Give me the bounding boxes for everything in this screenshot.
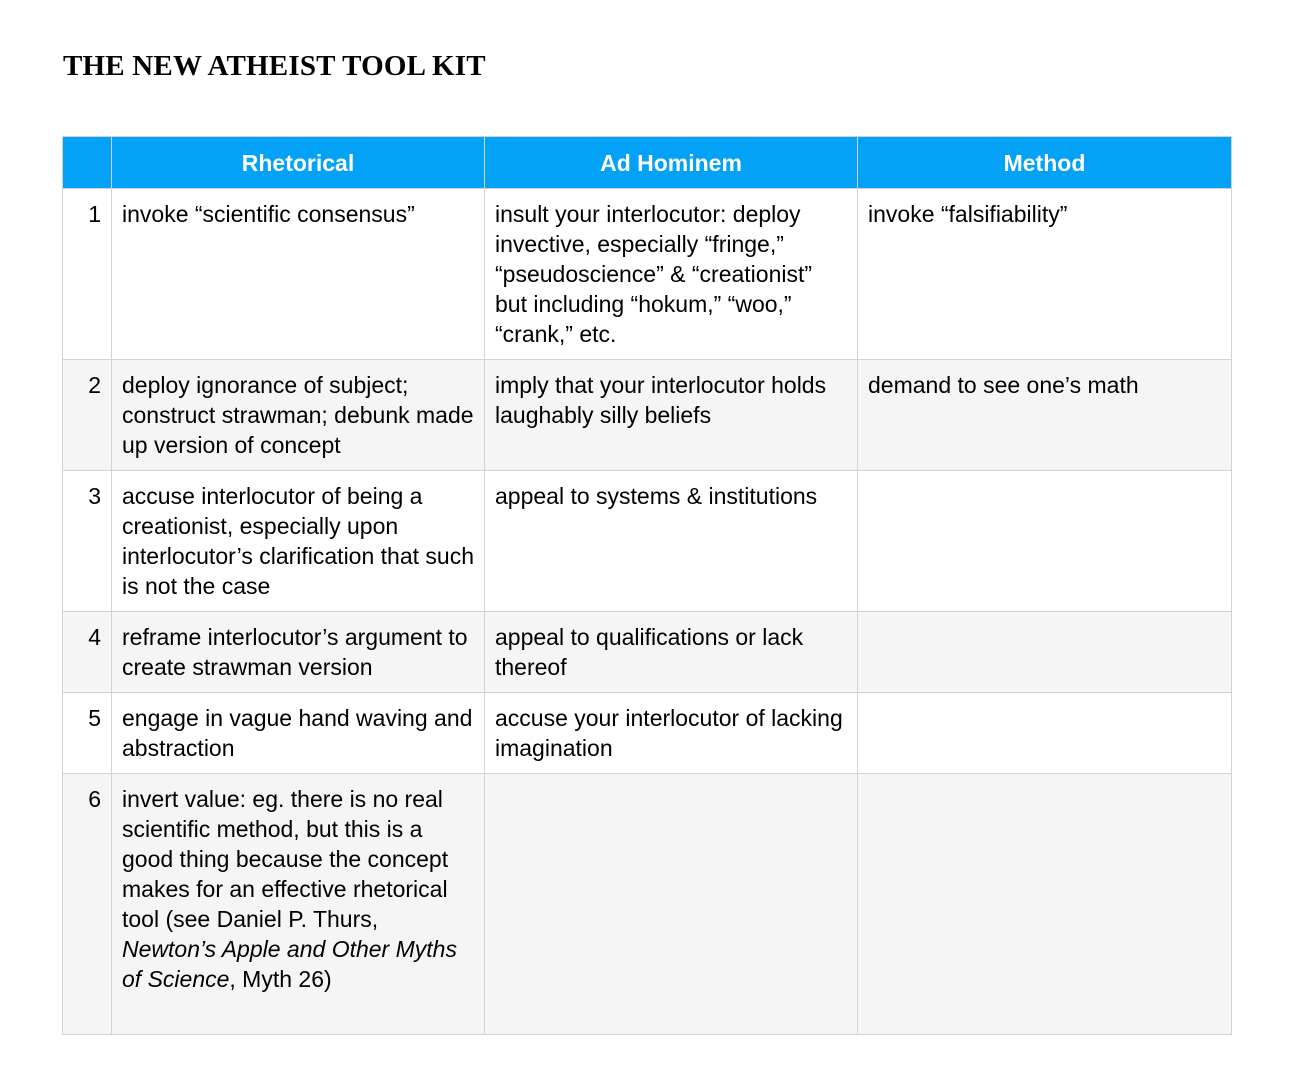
rhetorical-text-tail: , Myth 26) xyxy=(229,966,332,992)
method-cell: demand to see one’s math xyxy=(858,360,1232,471)
ad-hominem-cell xyxy=(485,774,858,1035)
tool-kit-table xyxy=(62,136,1232,1035)
table-row xyxy=(63,360,1232,471)
header-ad-hominem: Ad Hominem xyxy=(485,137,858,189)
header-method: Method xyxy=(858,137,1232,189)
table-row xyxy=(63,612,1232,693)
method-cell xyxy=(858,612,1232,693)
rhetorical-cell xyxy=(112,774,485,1035)
table-row xyxy=(63,693,1232,774)
method-cell xyxy=(858,774,1232,1035)
book-title: Newton’s Apple and Other Myths of Science xyxy=(122,936,457,992)
row-number: 3 xyxy=(63,471,112,612)
row-number: 2 xyxy=(63,360,112,471)
rhetorical-cell: deploy ignorance of subject; construct strawman; debunk made up version of concept xyxy=(112,360,485,471)
rhetorical-cell: invoke “scientific consensus” xyxy=(112,189,485,360)
rhetorical-text-lead: invert value: eg. there is no real scientific method, but this is a good thing because the concept makes for an effective rhetorical tool (see Daniel P. Thurs, xyxy=(122,786,449,932)
table-row xyxy=(63,471,1232,612)
header-rhetorical: Rhetorical xyxy=(112,137,485,189)
row-number: 4 xyxy=(63,612,112,693)
table-row xyxy=(63,189,1232,360)
table-row xyxy=(63,774,1232,1035)
rhetorical-cell: engage in vague hand waving and abstraction xyxy=(112,693,485,774)
method-cell xyxy=(858,693,1232,774)
method-cell: invoke “falsifiability” xyxy=(858,189,1232,360)
row-number: 6 xyxy=(63,774,112,1035)
table-header-row xyxy=(63,137,1232,189)
page-title: THE NEW ATHEIST TOOL KIT xyxy=(63,50,486,82)
ad-hominem-cell: imply that your interlocutor holds laughably silly beliefs xyxy=(485,360,858,471)
ad-hominem-cell: accuse your interlocutor of lacking imagination xyxy=(485,693,858,774)
ad-hominem-cell: appeal to qualifications or lack thereof xyxy=(485,612,858,693)
ad-hominem-cell: appeal to systems & institutions xyxy=(485,471,858,612)
header-number xyxy=(63,137,112,189)
method-cell xyxy=(858,471,1232,612)
rhetorical-cell: reframe interlocutor’s argument to create strawman version xyxy=(112,612,485,693)
row-number: 5 xyxy=(63,693,112,774)
rhetorical-cell: accuse interlocutor of being a creationist, especially upon interlocutor’s clarification that such is not the case xyxy=(112,471,485,612)
row-number: 1 xyxy=(63,189,112,360)
ad-hominem-cell: insult your interlocutor: deploy invective, especially “fringe,” “pseudoscience” & “creationist” but including “hokum,” “woo,” “crank,” etc. xyxy=(485,189,858,360)
